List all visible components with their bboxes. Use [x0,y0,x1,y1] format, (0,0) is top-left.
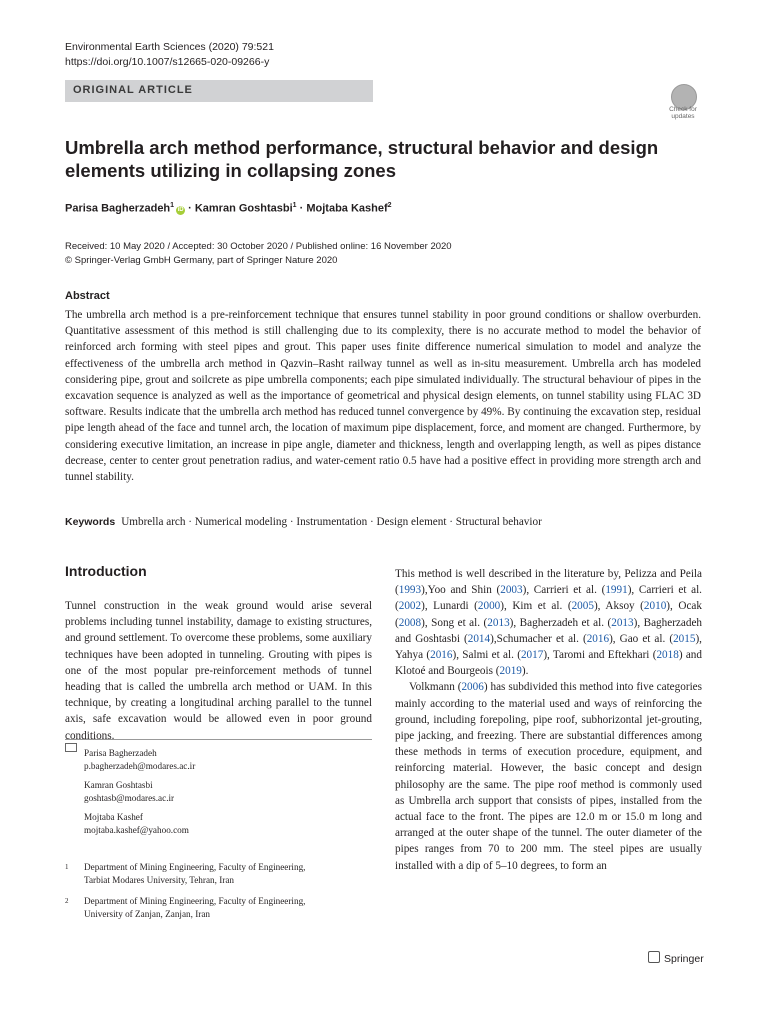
received-accepted-published: Received: 10 May 2020 / Accepted: 30 October 2020 / Published online: 16 November 2020 [65,241,452,252]
check-for-updates-badge[interactable] [663,84,703,124]
body-text: ), Ocak ( [395,600,702,629]
citation-link[interactable]: 2000 [477,600,501,613]
publisher-name: Springer [664,953,704,965]
citation-link[interactable]: 2013 [611,616,634,629]
abstract-text: The umbrella arch method is a pre-reinforcement technique that ensures tunnel stability in poor ground conditions or shallow overburden. Quantitative assessment of this method is still challenging due to its complexity, there is no accurate method to model the behavior of reinforced arch forming with steel pipes and grout. This paper uses finite difference numerical simulation to model and analyze the effectiveness of the umbrella arch method in Qazvin–Rasht railway tunnel as well as in-situ measurement. Umbrella arch has modeled considering pipe, grout and soilcrete as pipe umbrella components; each pipe simulated individually. The structural behaviour of pipes in the excavation sequence is analyzed as well as the importance of geometrical and physical design elements, on tunnel stability using FLAC 3D software. Results indicate that the umbrella arch method has reduced tunnel convergence by 49%. By continuing the excavation step, residual pipe length ahead of the face and tunnel arch, the location of maximum pipe displacement, force, and moment are changed. Furthermore, by considering executive limitation, an increase in pipe angle, diameter and thickness, length and overlapping length, as well as pipes distance decrease, center to center grout penetration radius, and water-cement ratio 0.5 have had a positive effect in providing more strength arch and tunnel stability. [65,309,701,484]
contact-name: Kamran Goshtasbi [84,780,153,790]
journal-citation: Environmental Earth Sciences (2020) 79:521 [65,41,274,53]
author-name[interactable]: Kamran Goshtasbi [194,202,293,215]
orcid-icon[interactable]: iD [177,206,184,213]
intro-left-column [65,598,372,744]
volkmann-paragraph [395,679,702,873]
introduction-heading: Introduction [65,563,147,579]
body-text: ), Gao et al. ( [609,632,674,645]
contact-email[interactable]: p.bagherzadeh@modares.ac.ir [84,760,196,771]
citation-link[interactable]: 2003 [500,584,523,597]
author-separator: · [185,202,195,215]
abstract-heading: Abstract [65,290,110,302]
affiliation-marker: 2 [387,202,392,209]
footnotes [65,739,372,919]
contact-block [84,779,174,804]
citation-link[interactable]: 2008 [398,616,422,629]
body-text: ), Lunardi ( [421,600,478,613]
body-text: ), Song et al. ( [421,616,488,629]
contact-block [84,811,189,836]
affiliation-number: 1 [65,863,69,871]
intro-right-column [395,566,702,874]
body-text: ),Yoo and Shin ( [421,584,501,597]
body-text: ), Yahya ( [395,632,702,662]
journal-header [65,40,274,70]
citation-link[interactable]: 2006 [461,681,484,694]
body-text: ), Aksoy ( [593,600,644,613]
affiliation-line: Department of Mining Engineering, Faculty of Engineering, [84,896,306,906]
body-text: ), Bagherzadeh and Goshtasbi ( [395,616,702,645]
citation-link[interactable]: 2005 [571,600,594,613]
affiliation-line: University of Zanjan, Zanjan, Iran [84,908,211,919]
affiliation-line: Tarbiat Modares University, Tehran, Iran [84,874,234,885]
doi-link[interactable]: https://doi.org/10.1007/s12665-020-09266-y [65,56,270,68]
affiliation-marker: 1 [170,202,175,209]
citation-link[interactable]: 2016 [586,632,610,645]
author-separator: · [296,202,307,215]
body-text: ),Schumacher et al. ( [490,632,587,645]
body-text: ), Kim et al. ( [500,600,572,613]
body-text: ), Carrieri et al. ( [522,584,606,597]
citation-link[interactable]: 2014 [467,632,491,645]
body-text: ), Carrieri et al. ( [395,584,702,613]
citation-link[interactable]: 2010 [643,600,667,613]
literature-paragraph [395,566,702,679]
badge-text: Check for updates [669,106,697,120]
body-text: ). [521,665,529,678]
contact-name: Parisa Bagherzadeh [84,748,157,758]
author-name[interactable]: Parisa Bagherzadeh [65,202,171,215]
article-type-label: ORIGINAL ARTICLE [73,84,193,96]
keywords-label: Keywords [65,516,116,528]
envelope-icon [65,743,77,752]
springer-logo-icon [648,951,660,963]
citation-link[interactable]: 1993 [398,584,422,597]
citation-link[interactable]: 2018 [656,649,679,662]
contact-name: Mojtaba Kashef [84,812,143,822]
citation-link[interactable]: 2017 [520,649,544,662]
contact-email[interactable]: mojtaba.kashef@yahoo.com [84,824,189,835]
author-name[interactable]: Mojtaba Kashef [306,202,388,215]
intro-paragraph: Tunnel construction in the weak ground would arise several problems including tunnel instability, damage to existing structures, and ground settlement. To overcome these problems, some auxiliary techniques have been adopted in tunneling. Grouting with pipes is one of the most popular pre-reinforcement methods of tunnel heading that is called the umbrella arch method or UAM. In this technique, by creating a longitudinal arching parallel to the tunnel axis, safe excavation would be allowed even in poor ground conditions. [65,600,372,742]
body-text: ), Taromi and Eftekhari ( [543,649,657,662]
affiliation-number: 2 [65,897,69,905]
citation-link[interactable]: 2002 [398,600,422,613]
author-list [65,202,392,215]
body-text: ) has subdivided this method into five categories mainly according to the material used and ways of reinforcing the ground, including forepoling, pipe roof, subhorizontal jet-grouting, pipe jacking, and freezing. There are substantial differences among these methods in terms of execution procedure, equipment, and reinforcing material. However, the basic concept and design philosophy are the same. The pipe roof method is commonly used as Umbrella arch support that consists of pipes, installed from the actual face to the front. The pipes are 12.0 m or 15.0 m long and arranged at the outer shape of the tunnel. The outer diameter of the pipes ranges from 70 to 200 mm. The steel pipes are usually installed with a dip of 5–10 degrees, to form an [395,681,702,872]
body-text: ), Bagherzadeh et al. ( [509,616,612,629]
keywords-list: Umbrella arch · Numerical modeling · Instrumentation · Design element · Structural behavior [121,516,542,528]
contact-block [84,747,195,772]
affiliation-marker: 1 [292,202,297,209]
publisher-footer [648,951,704,965]
keywords [65,516,542,528]
article-title: Umbrella arch method performance, structural behavior and design elements utilizing in collapsing zones [65,137,659,181]
citation-link[interactable]: 2015 [673,632,696,645]
contact-email[interactable]: goshtasb@modares.ac.ir [84,792,175,803]
body-text: This method is well described in the literature by, Pelizza and Peila ( [395,568,702,597]
body-text: ) and Klotoé and Bourgeois ( [395,649,702,678]
citation-link[interactable]: 2019 [499,665,522,678]
article-type-banner [65,80,373,102]
affiliation-line: Department of Mining Engineering, Faculty of Engineering, [84,862,306,872]
citation-link[interactable]: 2013 [487,616,510,629]
body-text: ), Salmi et al. ( [452,649,521,662]
body-text: Volkmann ( [409,681,462,694]
citation-link[interactable]: 2016 [430,649,453,662]
citation-link[interactable]: 1991 [605,584,628,597]
copyright-line: © Springer-Verlag GmbH Germany, part of Springer Nature 2020 [65,255,338,266]
publication-dates [65,240,452,268]
